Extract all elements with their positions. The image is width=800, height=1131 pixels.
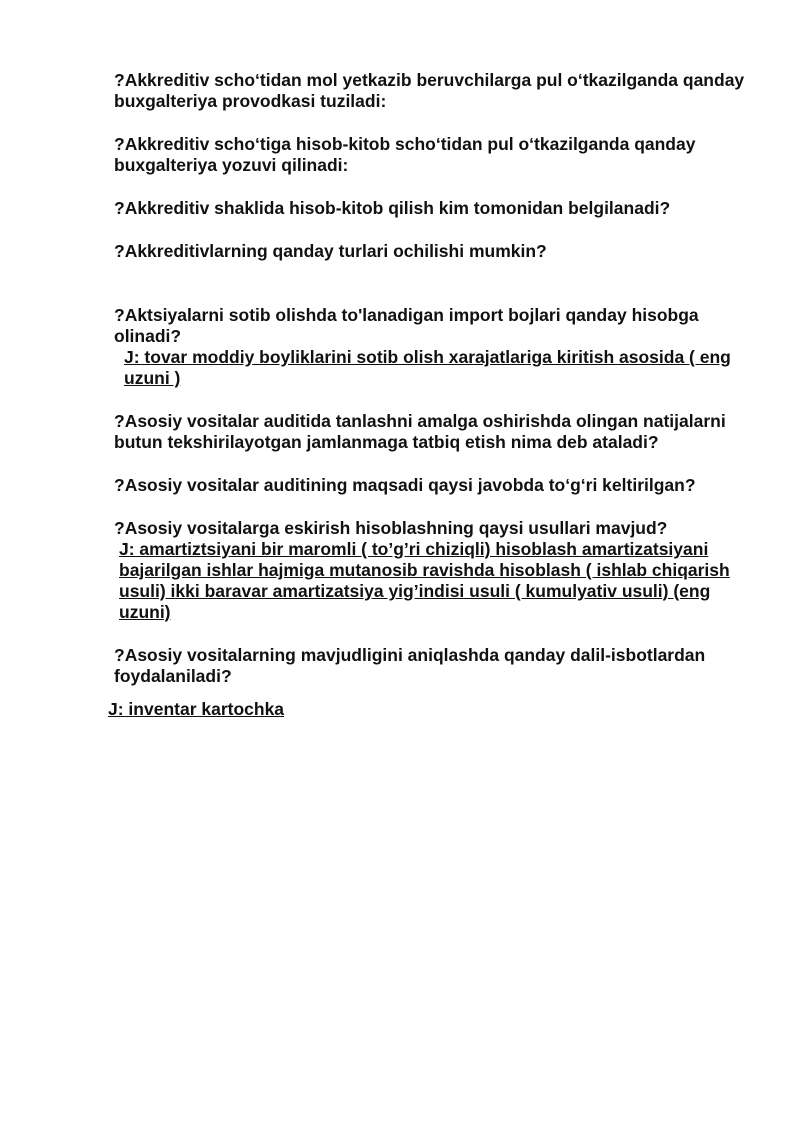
answer-5: J: tovar moddiy boyliklarini sotib olish xarajatlariga kiritish asosida ( eng uzuni ) (124, 347, 731, 388)
question-5: ?Aktsiyalarni sotib olishda to'lanadigan import bojlari qanday hisobga olinadi? (114, 305, 699, 346)
question-1: ?Akkreditiv scho‘tidan mol yetkazib beruvchilarga pul o‘tkazilganda qanday buxgalteriya provodkasi tuziladi: (114, 70, 745, 111)
answer-8: J: amartiztsiyani bir maromli ( to’g’ri chiziqli) hisoblash amartizatsiyani bajarilgan ishlar hajmiga mutanosib ravishda hisoblash ( ishlab chiqarish usuli) ikki baravar amartizatsiya yig’indisi usuli ( kumulyativ usuli) (eng uzuni) (119, 539, 730, 622)
answer-9: J: inventar kartochka (108, 699, 285, 719)
question-6: ?Asosiy vositalar auditida tanlashni amalga oshirishda olingan natijalarni butun tekshirilayotgan jamlanmaga tatbiq etish nima deb ataladi? (114, 411, 726, 452)
question-2: ?Akkreditiv scho‘tiga hisob-kitob scho‘tidan pul o‘tkazilganda qanday buxgalteriya yozuvi qilinadi: (114, 134, 696, 175)
question-8: ?Asosiy vositalarga eskirish hisoblashning qaysi usullari mavjud? (114, 518, 668, 538)
question-3: ?Akkreditiv shaklida hisob-kitob qilish kim tomonidan belgilanadi? (114, 198, 671, 218)
question-7: ?Asosiy vositalar auditining maqsadi qaysi javobda to‘g‘ri keltirilgan? (114, 475, 696, 495)
question-9: ?Asosiy vositalarning mavjudligini aniqlashda qanday dalil-isbotlardan foydalaniladi? (114, 645, 706, 686)
question-4: ?Akkreditivlarning qanday turlari ochilishi mumkin? (114, 241, 547, 261)
question-list (108, 70, 754, 720)
